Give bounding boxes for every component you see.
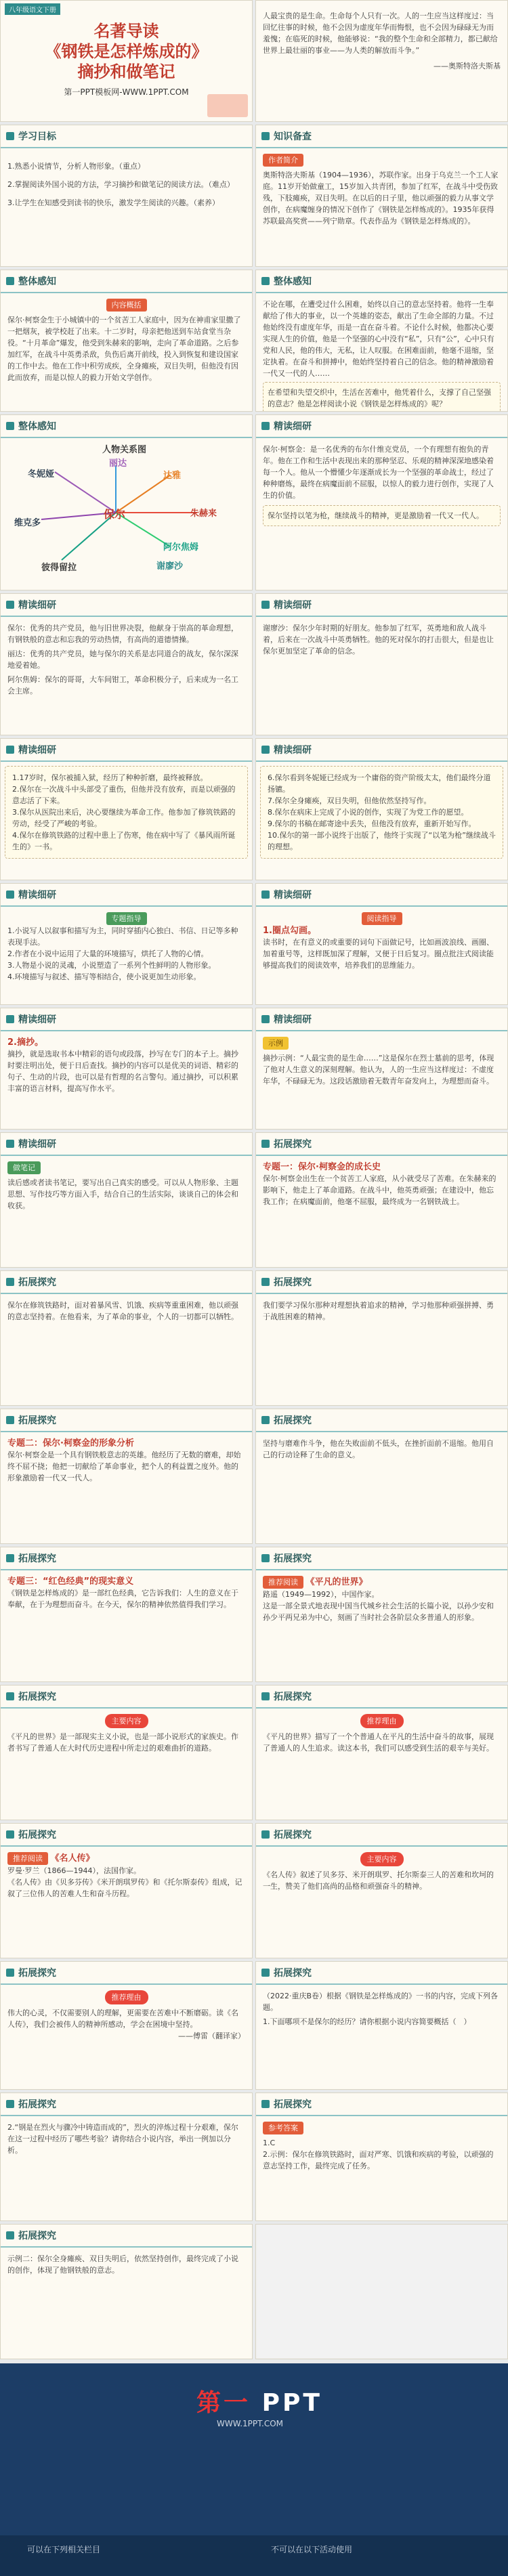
slide-title: 精读细研 (274, 421, 312, 432)
summary-text: 保尔·柯察金生于小城镇中的一个贫苦工人家庭中，因为在神甫家里撒了一把烟灰，被学校赶了出来。十二岁时，母亲把他送到车站食堂当杂役。“十月革命”爆发，他受到朱赫来的影响，走向了革命道路。之后参加红军，在战斗中英勇杀敌，负伤后离开前线，投入到恢复和建设国家的工作中去。他在工作中积劳成疾，全身瘫痪，双目失明，但他没有因此而放弃，而是以惊人的毅力开始文学创作。 (7, 316, 241, 382)
section-tag: 阅读指导 (362, 912, 402, 925)
section-tag: 推荐理由 (360, 1714, 404, 1728)
author-text: 奥斯特洛夫斯基（1904—1936），苏联作家。出身于乌克兰一个工人家庭。11岁开始做童工，15岁加入共青团，参加了红军，在战斗中受伤致残，下肢瘫痪，双目失明。在以后的日子里，他以顽强的毅力从事文学创作，在病魔缠身的情况下创作了《钢铁是怎样炼成的》。1935年获得苏联最高奖赏——列宁勋章。代表作品为《钢铁是怎样炼成的》。 (263, 171, 499, 226)
footer-l2: 不可以在以下活动使用 (271, 2545, 353, 2554)
header-square-icon (261, 2100, 270, 2108)
quote-text: 人最宝贵的是生命。生命每个人只有一次。人的一生应当这样度过：当回忆往事的时候，他不会因为虚度年华而悔恨，也不会因为碌碌无为而羞愧；在临死的时候，他能够说：“我的整个生命和全部精力，都已献给世界上最壮丽的事业——为人类的解放而斗争。” (263, 12, 498, 55)
recommend-1-book: 《平凡的世界》 (305, 1577, 368, 1587)
slide-study-3 (255, 593, 508, 735)
header-square-icon (6, 1015, 14, 1023)
book-illustration (207, 94, 248, 117)
slide-goals (0, 125, 253, 267)
header-square-icon (261, 746, 270, 754)
section-tag: 主要内容 (105, 1714, 148, 1728)
slide-title: 拓展探究 (18, 1830, 56, 1841)
slide-recommend-1b (0, 1685, 253, 1820)
recommend-1-author: 路遥（1949—1992），中国作家。 (263, 1590, 379, 1599)
topic-2b-text: 坚持与磨难作斗争，他在失败面前不低头，在挫折面前不退缩。他用自己的行动诠释了生命的意义。 (263, 1439, 494, 1459)
slide-topic-2 (0, 1409, 253, 1544)
section-tag: 示例 (263, 1037, 289, 1050)
header-square-icon (261, 601, 270, 609)
header-square-icon (261, 132, 270, 140)
section-tag: 作者简介 (263, 154, 303, 167)
header-square-icon (6, 1140, 14, 1148)
header-square-icon (6, 1554, 14, 1562)
slide-title: 精读细研 (18, 745, 56, 756)
goal-1: 1.熟悉小说情节，分析人物形象。（重点） (7, 162, 145, 171)
slide-title: 拓展探究 (274, 1968, 312, 1979)
net-title: 人物关系图 (102, 445, 147, 455)
slide-topic-1c (255, 1270, 508, 1406)
node-7: 彼得留拉 (41, 563, 77, 573)
header-square-icon (261, 277, 270, 285)
slide-title: 拓展探究 (18, 1968, 56, 1979)
topic-3-sub: 专题三：“红色经典”的现实意义 (7, 1576, 134, 1587)
notes-text: 读后感或者读书笔记，要写出自己真实的感受。可以从人物形象、主题思想、写作技巧等方面入手，结合自己的生活实际，谈谈自己的体会和收获。 (7, 1178, 238, 1210)
answer-1: 1.C (263, 2139, 276, 2147)
header-square-icon (6, 601, 14, 609)
slide-title: 拓展探究 (18, 1553, 56, 1564)
slide-notes (0, 1132, 253, 1268)
slide-exercise-1 (255, 1961, 508, 2090)
recommend-2-text: 《名人传》由《贝多芬传》《米开朗琪罗传》和《托尔斯泰传》组成，记叙了三位伟人的苦难人生和奋斗历程。 (7, 1878, 242, 1898)
guide-1: 1.小说写人以叙事和描写为主，同时穿插内心独白、书信、日记等多种表现手法。 (7, 926, 238, 947)
summary-question: 在希望和失望交织中，生活在苦难中，他凭着什么，支撑了自己坚强的意志？他是怎样阅读小说《钢铁是怎样炼成的》呢？ (263, 382, 501, 412)
slide-answers (255, 2092, 508, 2221)
slide-title: 拓展探究 (18, 2231, 56, 2241)
slide-title: 精读细研 (18, 600, 56, 611)
relation-map (1, 438, 252, 587)
topic-1b-text: 保尔在修筑铁路时，面对着暴风雪、饥饿、疾病等重重困难，他以顽强的意志坚持着。在他看来，为了革命的事业，个人的一切都可以牺牲。 (7, 1301, 238, 1321)
slide-topic-1 (255, 1132, 508, 1268)
footer-logo (196, 2384, 322, 2418)
node-6: 谢廖沙 (156, 561, 184, 572)
slide-recommend-2 (0, 1823, 253, 1958)
slide-title: 拓展探究 (274, 1830, 312, 1841)
slide-recommend-2b (255, 1823, 508, 1958)
slide-topic-2b (255, 1409, 508, 1544)
recommend-2-book: 《名人传》 (50, 1853, 95, 1864)
topic-1c-text: 我们要学习保尔那种对理想执着追求的精神，学习他那种顽强拼搏、勇于战胜困难的精神。 (263, 1301, 494, 1321)
slide-title: 知识备查 (274, 131, 312, 142)
node-2: 丽达 (109, 458, 127, 469)
slide-recommend-2c (0, 1961, 253, 2090)
footer-bar (0, 2535, 508, 2576)
slide-title: 拓展探究 (18, 1415, 56, 1426)
node-4: 朱赫来 (190, 509, 217, 519)
plot-item-7: 7.保尔全身瘫痪，双目失明，但他依然坚持写作。 (268, 796, 431, 805)
node-3: 达雅 (163, 471, 182, 481)
section-tag: 推荐阅读 (7, 1852, 48, 1865)
slide-title: 拓展探究 (274, 1415, 312, 1426)
node-8: 维克多 (14, 518, 41, 528)
header-square-icon (261, 1015, 270, 1023)
section-tag: 专题指导 (106, 912, 147, 925)
method-2-text: 摘抄，就是选取书本中精彩的语句或段落，抄写在专门的本子上。摘抄时要注明出处，便于日后查找。摘抄的内容可以是优美的词语、精彩的句子、生动的片段，也可以是有哲理的名言警句。通过摘抄，可以积累丰富的语言材料，提高写作水平。 (7, 1050, 238, 1093)
section-tag: 推荐阅读 (263, 1576, 303, 1589)
summary-2-text: 不论在哪，在遭受过什么困难，始终以自己的意志坚持着。他将一生奉献给了伟大的事业，以一个英雄的姿态，献出了生命全部的力量。不过他始终没有虚度年华，而是一直在奋斗着。不论什么时候，他都决心要实现人生的价值，他是一个坚强的心中没有“私”，只有“公”，心中只有党和人民，他的伟大，无私，让人叹服。在困难面前，他毫不退缩，坚定执着。在奋斗和拼搏中，他始终坚持着自己的信念。他的精神激励着一代又一代的人…… (263, 300, 494, 378)
cover-corner-label: 八年级语文下册 (5, 3, 60, 15)
header-square-icon (261, 1692, 270, 1700)
exercise-2-q: 2.“钢是在烈火与骤冷中铸造而成的”，烈火的淬炼过程十分艰难，保尔在这一过程中经历了哪些考验？请你结合小说内容，举出一例加以分析。 (7, 2123, 238, 2155)
slide-title: 精读细研 (18, 890, 56, 901)
slide-study-5 (255, 738, 508, 880)
slide-title: 精读细研 (274, 745, 312, 756)
node-5: 阿尔焦姆 (163, 542, 199, 553)
header-square-icon (261, 1830, 270, 1839)
slide-author (255, 125, 508, 267)
quote-by: ——奥斯特洛夫斯基 (433, 62, 501, 70)
header-square-icon (261, 890, 270, 899)
header-square-icon (6, 422, 14, 430)
slide-topic-3 (0, 1547, 253, 1682)
footer-banner (0, 2363, 508, 2576)
slide-title: 整体感知 (274, 276, 312, 287)
node-center: 保尔 (104, 508, 126, 521)
guide-4: 4.环境描写与叙述、描写等相结合，使小说更加生动形象。 (7, 972, 201, 981)
exercise-head: （2022·重庆B卷）根据《钢铁是怎样炼成的》一书的内容，完成下列各题。 (263, 1992, 499, 2012)
slide-study-1 (255, 414, 508, 591)
slide-blank (255, 2224, 508, 2359)
section-tag: 内容概括 (106, 299, 147, 312)
recommend-1-text: 这是一部全景式地表现中国当代城乡社会生活的长篇小说，以孙少安和孙少平两兄弟为中心，刻画了当时社会各阶层众多普通人的形象。 (263, 1602, 494, 1622)
slide-cover (0, 0, 253, 122)
slide-guide (0, 883, 253, 1005)
topic-3-text: 《钢铁是怎样炼成的》是一部红色经典，它告诉我们：人生的意义在于奉献，在于为理想而奋斗。在今天，保尔的精神依然值得我们学习。 (7, 1589, 238, 1609)
slide-example (255, 1008, 508, 1130)
topic-1-text: 保尔·柯察金出生在一个贫苦工人家庭，从小就受尽了苦难。在朱赫来的影响下，他走上了革命道路。在战斗中，他英勇顽强；在建设中，他忘我工作；在病魔面前，他毫不屈服，最终成为一名钢铁战士。 (263, 1174, 496, 1206)
header-square-icon (6, 1278, 14, 1286)
header-square-icon (6, 1692, 14, 1700)
topic-1-sub: 专题一：保尔·柯察金的成长史 (263, 1162, 381, 1172)
topic-2-text: 保尔·柯察金是一个具有钢铁般意志的英雄。他经历了无数的磨难，却始终不屈不挠；他把一切献给了革命事业，把个人的利益置之度外。他的形象激励着一代又一代人。 (7, 1451, 241, 1482)
method-1-text: 读书时，在有意义的或重要的词句下面做记号，比如画波浪线、画圈、加着重号等，这样既加深了理解，又便于日后复习。圈点批注式阅读能够提高我们的阅读效率，培养我们的思维能力。 (263, 938, 494, 970)
slide-title: 拓展探究 (274, 1553, 312, 1564)
slide-title: 学习目标 (18, 131, 56, 142)
plot-item-6: 6.保尔看到冬妮娅已经成为一个庸俗的资产阶级太太，他们最终分道扬镳。 (268, 773, 491, 794)
footer-logo-main: 第一 (196, 2389, 251, 2417)
slide-title: 拓展探究 (18, 1277, 56, 1288)
slide-method-1 (255, 883, 508, 1005)
slide-title: 整体感知 (18, 276, 56, 287)
header-square-icon (6, 2100, 14, 2108)
slide-topic-1b (0, 1270, 253, 1406)
study-2-text-2: 丽达：优秀的共产党员，她与保尔的关系是志同道合的战友，保尔深深地爱着她。 (7, 649, 238, 670)
slide-title: 精读细研 (18, 1139, 56, 1150)
header-square-icon (261, 422, 270, 430)
footer-site: WWW.1PPT.COM (217, 2419, 284, 2428)
slide-exercise-2 (0, 2092, 253, 2221)
answer-2: 2.示例：保尔在修筑铁路时，面对严寒、饥饿和疾病的考验，以顽强的意志坚持工作，最终完成了任务。 (263, 2150, 494, 2170)
header-square-icon (261, 1969, 270, 1977)
slide-summary-2 (255, 270, 508, 412)
slide-title: 拓展探究 (18, 2099, 56, 2110)
study-2-text-1: 保尔：优秀的共产党员，他与旧世界决裂，他献身于崇高的革命理想，有钢铁般的意志和忘我的劳动热情，有高尚的道德情操。 (7, 624, 238, 644)
slide-title: 精读细研 (274, 1014, 312, 1025)
study-3-text: 谢廖沙：保尔少年时期的好朋友。他参加了红军，英勇地和敌人战斗着，后来在一次战斗中英勇牺牲。他的死对保尔的打击很大，但是也让保尔更加坚定了革命的信念。 (263, 624, 494, 656)
header-square-icon (261, 1416, 270, 1424)
plot-item-10: 10.保尔的第一部小说终于出版了，他终于实现了“以笔为枪”继续战斗的理想。 (268, 831, 496, 851)
goal-3: 3.让学生在知感受到读书的快乐，激发学生阅读的兴趣。（素养） (7, 198, 219, 207)
slide-relations (0, 414, 253, 591)
node-1: 冬妮娅 (28, 469, 55, 479)
exercise-1-q: 1.下面哪项不是保尔的经历？请你根据小说内容简要概括（ ） (263, 2017, 471, 2026)
plot-item-1: 1.17岁时，保尔被捕入狱，经历了种种折磨，最终被释放。 (12, 773, 208, 782)
slide-summary (0, 270, 253, 412)
footer-l1: 可以在下列相关栏目 (27, 2545, 101, 2554)
cover-title-3: 摘抄和做笔记 (77, 62, 175, 81)
slide-title: 拓展探究 (274, 1692, 312, 1702)
header-square-icon (6, 746, 14, 754)
study-1-note: 保尔坚持以笔为枪，继续战斗的精神，更是激励着一代又一代人。 (263, 505, 501, 526)
cover-title-1: 名著导读 (93, 22, 159, 41)
header-square-icon (261, 1140, 270, 1148)
section-tag: 做笔记 (7, 1161, 41, 1174)
plot-item-3: 3.保尔从医院出来后，决心要继续为革命工作。他参加了修筑铁路的劳动，经受了严峻的考验。 (12, 808, 236, 828)
method-1-sub: 1.圈点勾画。 (263, 926, 316, 936)
recommend-1c-text: 《平凡的世界》描写了一个个普通人在平凡的生活中奋斗的故事，展现了普通人的人生追求。读这本书，我们可以感受到生活的艰辛与美好。 (263, 1732, 494, 1753)
cover-site: 第一PPT模板网-WWW.1PPT.COM (64, 87, 189, 97)
slide-title: 精读细研 (18, 1014, 56, 1025)
plot-item-9: 9.保尔的书稿在邮寄途中丢失，但他没有放弃，重新开始写作。 (268, 819, 476, 828)
study-1-text: 保尔·柯察金：是一名优秀的布尔什维克党员，一个有理想有抱负的青年。他在工作和生活中表现出来的那种坚忍、乐观的精神深深地感染着每一个人。他从一个懵懂少年逐渐成长为一个坚强的革命战士，经过了种种磨炼，最终在病魔面前不屈服，以惊人的毅力进行创作，实现了人生的价值。 (263, 445, 494, 500)
slide-title: 拓展探究 (18, 1692, 56, 1702)
slide-study-4 (0, 738, 253, 880)
header-square-icon (261, 1278, 270, 1286)
slide-study-2 (0, 593, 253, 735)
slide-quote (255, 0, 508, 122)
answers-2-text: 示例二：保尔全身瘫痪、双目失明后，依然坚持创作，最终完成了小说的创作，体现了他钢铁般的意志。 (7, 2254, 238, 2275)
method-2-sub: 2.摘抄。 (7, 1037, 43, 1048)
guide-3: 3.人物是小说的灵魂，小说塑造了一系列个性鲜明的人物形象。 (7, 961, 216, 970)
example-text: 摘抄示例：“人最宝贵的是生命……”这是保尔在烈士墓前的思考，体现了他对人生意义的深刻理解。他认为，人的一生应当这样度过：不虚度年华，不碌碌无为。这段话激励着无数青年奋发向上，为理想而奋斗。 (263, 1054, 494, 1086)
header-square-icon (6, 890, 14, 899)
section-tag: 推荐理由 (105, 1990, 148, 2004)
slide-recommend-1 (255, 1547, 508, 1682)
header-square-icon (6, 1830, 14, 1839)
recommend-2b-text: 《名人传》叙述了贝多芬、米开朗琪罗、托尔斯泰三人的苦难和坎坷的一生，赞美了他们高尚的品格和顽强奋斗的精神。 (263, 1870, 494, 1891)
cover-title-2: 《钢铁是怎样炼成的》 (45, 42, 208, 61)
header-square-icon (6, 2231, 14, 2239)
recommend-1b-text: 《平凡的世界》是一部现实主义小说，也是一部小说形式的家族史。作者书写了普通人在大时代历史进程中所走过的艰难曲折的道路。 (7, 1732, 238, 1753)
study-2-text-3: 阿尔焦姆：保尔的哥哥，大车间钳工，革命积极分子，后来成为一名工会主席。 (7, 675, 238, 695)
header-square-icon (6, 132, 14, 140)
slide-title: 整体感知 (18, 421, 56, 432)
slide-method-2 (0, 1008, 253, 1130)
slide-title: 拓展探究 (274, 1139, 312, 1150)
section-tag: 参考答案 (263, 2122, 303, 2134)
topic-2-sub: 专题二：保尔·柯察金的形象分析 (7, 1438, 134, 1448)
slide-answers-2 (0, 2224, 253, 2359)
header-square-icon (6, 1969, 14, 1977)
plot-item-4: 4.保尔在修筑铁路的过程中患上了伤寒，他在病中写了《暴风雨所诞生的》一书。 (12, 831, 236, 851)
goal-2: 2.掌握阅读外国小说的方法，学习摘抄和做笔记的阅读方法。（难点） (7, 180, 234, 189)
header-square-icon (6, 277, 14, 285)
header-square-icon (6, 1416, 14, 1424)
slide-title: 精读细研 (274, 890, 312, 901)
recommend-2c-by: ——傅雷（翻译家） (178, 2032, 245, 2040)
plot-item-2: 2.保尔在一次战斗中头部受了重伤，但他并没有放弃，而是以顽强的意志活了下来。 (12, 785, 236, 805)
guide-2: 2.作者在小说中运用了大量的环境描写，烘托了人物的心情。 (7, 949, 209, 958)
slide-recommend-1c (255, 1685, 508, 1820)
header-square-icon (261, 1554, 270, 1562)
section-tag: 主要内容 (360, 1852, 404, 1866)
recommend-2c-text: 伟大的心灵，不仅需要别人的理解，更需要在苦难中不断磨砺。读《名人传》，我们会被伟人的精神所感动，学会在困境中坚持。 (7, 2009, 238, 2029)
plot-item-8: 8.保尔在病床上完成了小说的创作，实现了为党工作的愿望。 (268, 808, 469, 817)
slide-title: 拓展探究 (274, 1277, 312, 1288)
footer-logo-tail: PPT (261, 2389, 322, 2417)
slide-title: 拓展探究 (274, 2099, 312, 2110)
recommend-2-author: 罗曼·罗兰（1866—1944），法国作家。 (7, 1866, 141, 1875)
slide-title: 精读细研 (274, 600, 312, 611)
